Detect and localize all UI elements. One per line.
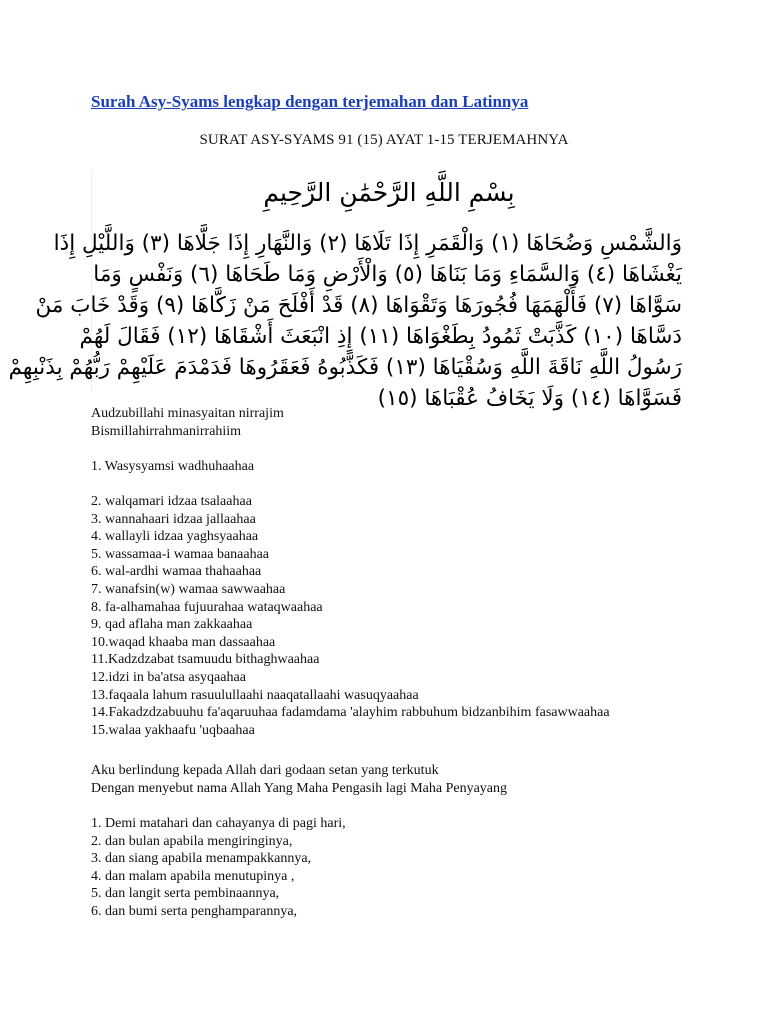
basmalah-translation: Dengan menyebut nama Allah Yang Maha Pengasih lagi Maha Penyayang (91, 780, 508, 796)
translation-verse: 2. dan bulan apabila mengiringinya, (91, 833, 293, 849)
arabic-line: سَوَّاهَا (٧) فَأَلْهَمَهَا فُجُورَهَا وَتَقْوَاهَا (٨) قَدْ أَفْلَحَ مَنْ زَكَّاهَا (٩) وَقَدْ خَابَ مَنْ (35, 293, 682, 318)
translation-verse: 1. Demi matahari dan cahayanya di pagi hari, (91, 816, 346, 831)
arabic-line: رَسُولُ اللَّهِ نَاقَةَ اللَّهِ وَسُقْيَاهَا (١٣) فَكَذَّبُوهُ فَعَقَرُوهَا فَدَمْدَمَ عَلَيْهِمْ رَبُّهُمْ بِذَنْبِهِمْ (8, 355, 682, 380)
latin-verse: 15.walaa yakhaafu 'uqbaahaa (91, 722, 255, 738)
translation-verse: 6. dan bumi serta penghamparannya, (91, 903, 298, 919)
latin-verse: 3. wannahaari idzaa jallaahaa (91, 511, 256, 527)
arabic-bismillah: بِسْمِ اللَّهِ الرَّحْمَٰنِ الرَّحِيمِ (263, 178, 515, 207)
latin-verse: 14.Fakadzdzabuuhu fa'aqaruuhaa fadamdama 'alayhim rabbuhum bidzanbihim fasawwaahaa (91, 705, 610, 721)
translation-verse-list (91, 815, 346, 921)
arabic-text-image (8, 170, 686, 411)
translation-opening (91, 762, 507, 797)
taawudz-translation: Aku berlindung kepada Allah dari godaan setan yang terkutuk (91, 763, 439, 778)
latin-verse-1 (91, 458, 254, 476)
latin-verse: 9. qad aflaha man zakkaahaa (91, 617, 253, 633)
latin-verse: 7. wanafsin(w) wamaa sawwaahaa (91, 581, 286, 597)
translation-verse: 4. dan malam apabila menutupinya , (91, 868, 295, 884)
latin-verse: 11.Kadzdzabat tsamuudu bithaghwaahaa (91, 652, 320, 668)
translation-verse: 3. dan siang apabila menampakkannya, (91, 851, 312, 867)
arabic-line: فَسَوَّاهَا (١٤) وَلَا يَخَافُ عُقْبَاهَا (١٥) (377, 386, 682, 411)
latin-verse: 8. fa-alhamahaa fujuurahaa wataqwaahaa (91, 599, 323, 615)
latin-verse-list (91, 493, 610, 739)
arabic-verses (8, 228, 682, 414)
basmalah-latin: Bismillahirrahmanirrahiim (91, 423, 242, 439)
latin-opening (91, 405, 284, 440)
taawudz-latin: Audzubillahi minasyaitan nirrajim (91, 406, 284, 421)
latin-verse: 2. walqamari idzaa tsalaahaa (91, 494, 252, 509)
latin-verse: 12.idzi in ba'atsa asyqaahaa (91, 669, 246, 685)
arabic-line: يَغْشَاهَا (٤) وَالسَّمَاءِ وَمَا بَنَاهَا (٥) وَالْأَرْضِ وَمَا طَحَاهَا (٦) وَنَفْسٍ وَمَا (93, 262, 682, 287)
surah-subtitle: SURAT ASY-SYAMS 91 (15) AYAT 1-15 TERJEMAHNYA (199, 132, 569, 148)
article-title-link[interactable]: Surah Asy-Syams lengkap dengan terjemahan dan Latinnya (91, 92, 529, 111)
latin-verse: 5. wassamaa-i wamaa banaahaa (91, 546, 270, 562)
latin-verse: 10.waqad khaaba man dassaahaa (91, 634, 276, 650)
arabic-line: دَسَّاهَا (١٠) كَذَّبَتْ ثَمُودُ بِطَغْوَاهَا (١١) إِذِ انْبَعَثَ أَشْقَاهَا (١٢) فَقَالَ لَهُمْ (79, 324, 682, 349)
latin-verse: 1. Wasysyamsi wadhuhaahaa (91, 459, 255, 474)
arabic-line: وَالشَّمْسِ وَضُحَاهَا (١) وَالْقَمَرِ إِذَا تَلَاهَا (٢) وَالنَّهَارِ إِذَا جَلَّاهَا (٣) وَاللَّيْلِ إِذَا (53, 231, 682, 256)
latin-verse: 6. wal-ardhi wamaa thahaahaa (91, 564, 262, 580)
latin-verse: 13.faqaala lahum rasuulullaahi naaqatallaahi wasuqyaahaa (91, 687, 419, 703)
translation-verse: 5. dan langit serta pembinaannya, (91, 886, 280, 902)
latin-verse: 4. wallayli idzaa yaghsyaahaa (91, 529, 259, 545)
